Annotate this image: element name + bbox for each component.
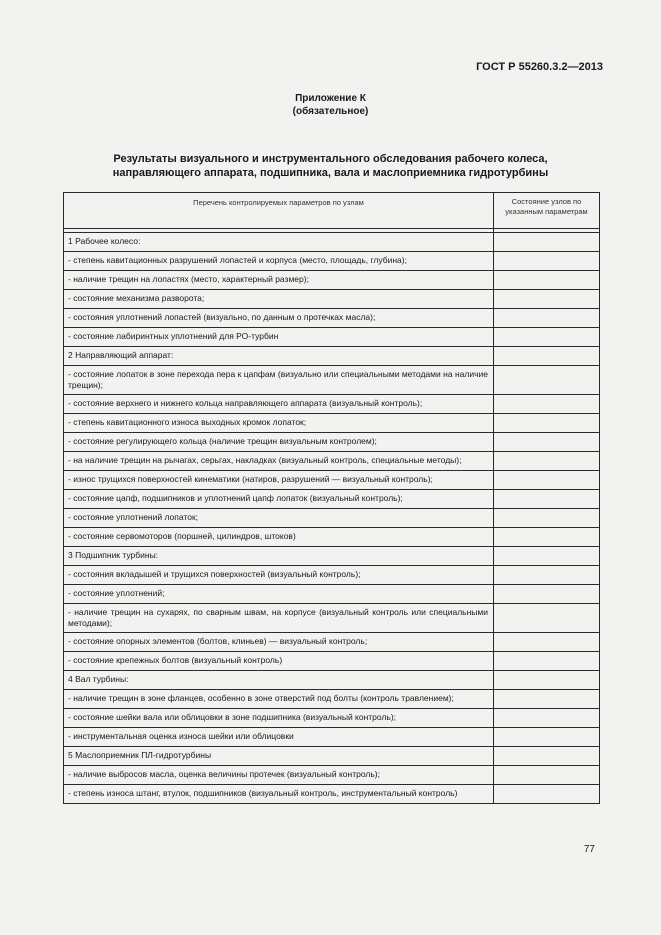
- table-row: [64, 652, 600, 671]
- table-row: [64, 671, 600, 690]
- inspection-table: [63, 192, 600, 804]
- table-row: [64, 785, 600, 804]
- parameter-cell: - состояние регулирующего кольца (наличие трещин визуальным контролем);: [64, 433, 494, 452]
- table-row: [64, 566, 600, 585]
- table-row: [64, 347, 600, 366]
- parameter-cell: - наличие выбросов масла, оценка величины протечек (визуальный контроль);: [64, 766, 494, 785]
- appendix-title: Приложение К: [295, 93, 366, 104]
- condition-cell[interactable]: [494, 728, 600, 747]
- condition-cell[interactable]: [494, 766, 600, 785]
- table-row: [64, 471, 600, 490]
- parameter-cell: 4 Вал турбины:: [64, 671, 494, 690]
- parameter-cell: - состояния вкладышей и трущихся поверхностей (визуальный контроль);: [64, 566, 494, 585]
- parameter-cell: - степень кавитационного износа выходных кромок лопаток;: [64, 414, 494, 433]
- condition-cell[interactable]: [494, 271, 600, 290]
- table-row: [64, 233, 600, 252]
- condition-cell[interactable]: [494, 509, 600, 528]
- condition-cell[interactable]: [494, 747, 600, 766]
- condition-cell[interactable]: [494, 690, 600, 709]
- table-row: [64, 604, 600, 633]
- parameter-cell: - состояние лабиринтных уплотнений для РО-турбин: [64, 328, 494, 347]
- condition-cell[interactable]: [494, 233, 600, 252]
- table-row: [64, 747, 600, 766]
- table-row: [64, 452, 600, 471]
- condition-cell[interactable]: [494, 490, 600, 509]
- table-row: [64, 414, 600, 433]
- condition-cell[interactable]: [494, 604, 600, 633]
- parameter-cell: - состояние уплотнений лопаток;: [64, 509, 494, 528]
- parameter-cell: 3 Подшипник турбины:: [64, 547, 494, 566]
- condition-cell[interactable]: [494, 652, 600, 671]
- table-row: [64, 585, 600, 604]
- table-row: [64, 290, 600, 309]
- column-header-parameters: Перечень контролируемых параметров по узлам: [64, 193, 494, 229]
- parameter-cell: - наличие трещин в зоне фланцев, особенно в зоне отверстий под болты (контроль травлением);: [64, 690, 494, 709]
- table-row: [64, 433, 600, 452]
- parameter-cell: 1 Рабочее колесо:: [64, 233, 494, 252]
- parameter-cell: - состояние механизма разворота;: [64, 290, 494, 309]
- page-number: 77: [583, 844, 595, 855]
- table-row: [64, 395, 600, 414]
- table-header-row: [64, 193, 600, 229]
- table-row: [64, 271, 600, 290]
- table-row: [64, 709, 600, 728]
- parameter-cell: 5 Маслоприемник ПЛ-гидротурбины: [64, 747, 494, 766]
- parameter-cell: - на наличие трещин на рычагах, серьгах, накладках (визуальный контроль, специальные методы);: [64, 452, 494, 471]
- condition-cell[interactable]: [494, 414, 600, 433]
- parameter-cell: - наличие трещин на лопастях (место, характерный размер);: [64, 271, 494, 290]
- condition-cell[interactable]: [494, 309, 600, 328]
- table-row: [64, 328, 600, 347]
- parameter-cell: - состояние сервомоторов (поршней, цилиндров, штоков): [64, 528, 494, 547]
- document-code: ГОСТ Р 55260.3.2—2013: [476, 61, 603, 73]
- title-line-1: Результаты визуального и инструментального обследования рабочего колеса,: [113, 153, 548, 165]
- condition-cell[interactable]: [494, 471, 600, 490]
- table-row: [64, 490, 600, 509]
- table-row: [64, 366, 600, 395]
- table-row: [64, 528, 600, 547]
- parameter-cell: - состояния уплотнений лопастей (визуально, по данным о протечках масла);: [64, 309, 494, 328]
- condition-cell[interactable]: [494, 566, 600, 585]
- column-header-condition: Состояние узлов по указанным параметрам: [494, 193, 600, 229]
- document-title: [0, 152, 661, 180]
- parameter-cell: - степень износа штанг, втулок, подшипников (визуальный контроль, инструментальный контроль): [64, 785, 494, 804]
- parameter-cell: 2 Направляющий аппарат:: [64, 347, 494, 366]
- condition-cell[interactable]: [494, 785, 600, 804]
- parameter-cell: - наличие трещин на сухарях, по сварным швам, на корпусе (визуальный контроль или специальными методами);: [64, 604, 494, 633]
- condition-cell[interactable]: [494, 328, 600, 347]
- condition-cell[interactable]: [494, 252, 600, 271]
- table-row: [64, 728, 600, 747]
- condition-cell[interactable]: [494, 528, 600, 547]
- condition-cell[interactable]: [494, 433, 600, 452]
- parameter-cell: - состояние цапф, подшипников и уплотнений цапф лопаток (визуальный контроль);: [64, 490, 494, 509]
- condition-cell[interactable]: [494, 671, 600, 690]
- condition-cell[interactable]: [494, 290, 600, 309]
- table-row: [64, 690, 600, 709]
- table-row: [64, 509, 600, 528]
- parameter-cell: - износ трущихся поверхностей кинематики (натиров, разрушений — визуальный контроль);: [64, 471, 494, 490]
- condition-cell[interactable]: [494, 585, 600, 604]
- parameter-cell: - степень кавитационных разрушений лопастей и корпуса (место, площадь, глубина);: [64, 252, 494, 271]
- table-row: [64, 633, 600, 652]
- appendix-subtitle: (обязательное): [292, 106, 369, 117]
- title-line-2: направляющего аппарата, подшипника, вала и маслоприемника гидротурбины: [112, 167, 549, 179]
- table-row: [64, 309, 600, 328]
- parameter-cell: - инструментальная оценка износа шейки или облицовки: [64, 728, 494, 747]
- condition-cell[interactable]: [494, 633, 600, 652]
- table-row: [64, 252, 600, 271]
- condition-cell[interactable]: [494, 395, 600, 414]
- appendix-heading: [0, 92, 661, 118]
- table-row: [64, 547, 600, 566]
- parameter-cell: - состояние опорных элементов (болтов, клиньев) — визуальный контроль;: [64, 633, 494, 652]
- parameter-cell: - состояние уплотнений;: [64, 585, 494, 604]
- condition-cell[interactable]: [494, 347, 600, 366]
- table-row: [64, 766, 600, 785]
- parameter-cell: - состояние верхнего и нижнего кольца направляющего аппарата (визуальный контроль);: [64, 395, 494, 414]
- parameter-cell: - состояние шейки вала или облицовки в зоне подшипника (визуальный контроль);: [64, 709, 494, 728]
- condition-cell[interactable]: [494, 709, 600, 728]
- parameter-cell: - состояние крепежных болтов (визуальный контроль): [64, 652, 494, 671]
- parameter-cell: - состояние лопаток в зоне перехода пера к цапфам (визуально или специальными методами на наличие трещин);: [64, 366, 494, 395]
- condition-cell[interactable]: [494, 452, 600, 471]
- condition-cell[interactable]: [494, 547, 600, 566]
- condition-cell[interactable]: [494, 366, 600, 395]
